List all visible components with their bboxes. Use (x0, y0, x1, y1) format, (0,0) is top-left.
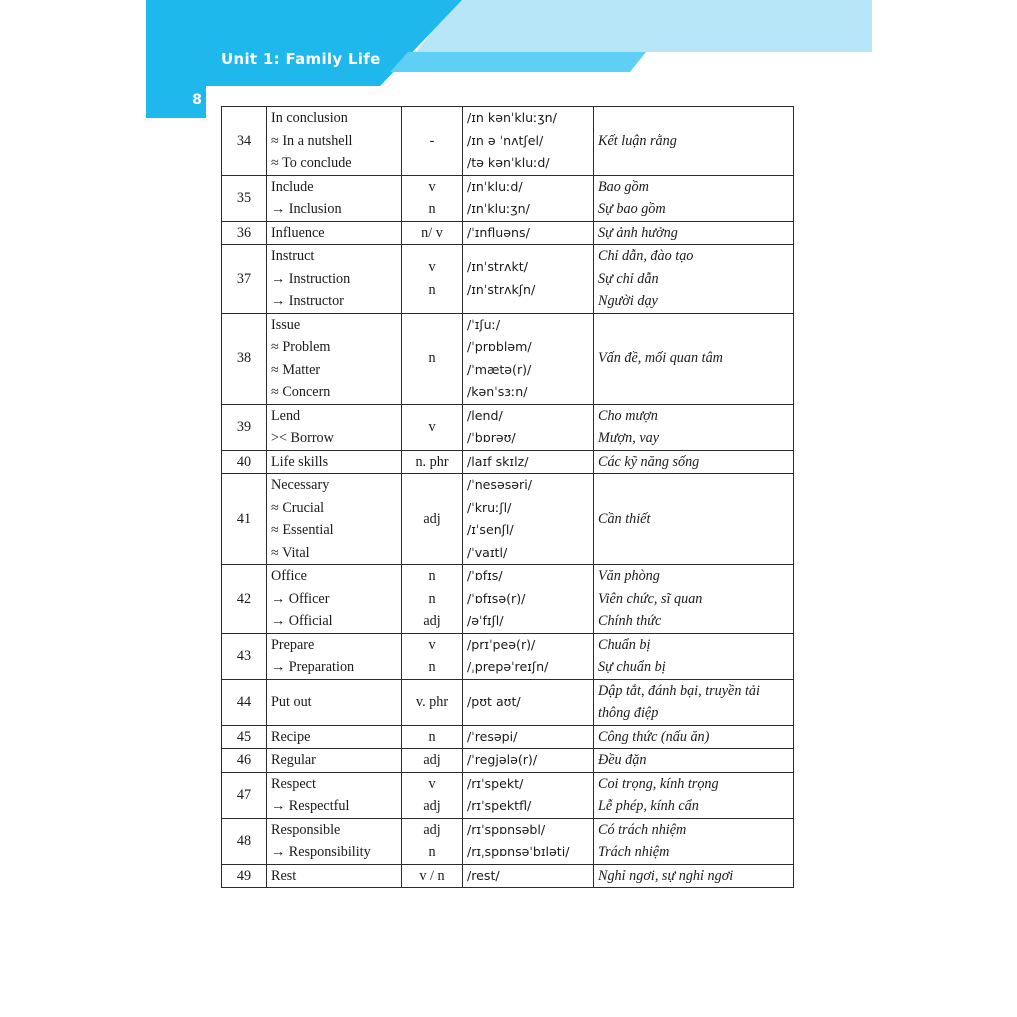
part-of-speech-cell (402, 107, 463, 176)
table-row (222, 725, 794, 749)
word-cell-line: → Official (271, 613, 333, 629)
meaning-cell-line: Có trách nhiệm (598, 821, 687, 838)
meaning-cell (594, 772, 794, 818)
meaning-cell-line: Trách nhiệm (598, 844, 670, 860)
table-row (222, 175, 794, 221)
pronunciation-cell-line: /ˈkruːʃl/ (467, 499, 512, 515)
word-cell-line: >< Borrow (271, 430, 334, 446)
row-number (222, 404, 267, 450)
part-of-speech-cell (402, 221, 463, 245)
pronunciation-cell-line: /ɪnˈkluːʒn/ (467, 201, 530, 216)
word-cell-line: In conclusion (271, 110, 348, 126)
pronunciation-cell (463, 565, 594, 634)
word-cell-line: Regular (271, 752, 316, 768)
pronunciation-cell (463, 404, 594, 450)
table-row (222, 474, 794, 565)
header-banner (146, 0, 872, 86)
pronunciation-cell-line: /ˈmætə(r)/ (467, 361, 532, 377)
word-cell (267, 107, 402, 176)
meaning-cell (594, 749, 794, 773)
row-number-line: 49 (236, 867, 252, 884)
table-row (222, 245, 794, 314)
part-of-speech-cell (402, 474, 463, 565)
word-cell (267, 221, 402, 245)
part-of-speech-cell-line: v (428, 636, 436, 653)
pronunciation-cell (463, 864, 594, 888)
word-cell-line: Office (271, 568, 307, 584)
meaning-cell-line: Sự chuẩn bị (598, 659, 666, 675)
word-cell (267, 450, 402, 474)
pronunciation-cell (463, 749, 594, 773)
pronunciation-cell-line: /ɪnˈstrʌkt/ (467, 259, 528, 275)
meaning-cell (594, 818, 794, 864)
table-row (222, 450, 794, 474)
meaning-cell-line: Dập tắt, đánh bại, truyền tải thông điệp (598, 682, 760, 721)
meaning-cell (594, 107, 794, 176)
word-cell-line: Influence (271, 224, 325, 241)
row-number-line: 34 (236, 132, 252, 149)
part-of-speech-cell-line: n (428, 844, 436, 860)
row-number-line: 48 (236, 832, 252, 849)
part-of-speech-cell (402, 565, 463, 634)
pronunciation-cell-line: /rɪˈspektfl/ (467, 798, 532, 813)
word-cell-line: → Inclusion (271, 201, 342, 217)
row-number-line: 45 (236, 728, 252, 745)
pronunciation-cell-line: /ˈbɒrəʊ/ (467, 430, 516, 445)
word-cell-line: ≈ Concern (271, 384, 331, 400)
word-cell-line: Necessary (271, 477, 330, 493)
pronunciation-cell (463, 221, 594, 245)
word-cell-line: ≈ Matter (271, 361, 321, 378)
table-row (222, 633, 794, 679)
word-cell-line: Lend (271, 407, 301, 424)
pronunciation-cell (463, 772, 594, 818)
pronunciation-cell-line: /ɪnˈstrʌkʃn/ (467, 281, 536, 297)
part-of-speech-cell (402, 749, 463, 773)
table-row (222, 749, 794, 773)
meaning-cell-line: Viên chức, sĩ quan (598, 590, 703, 607)
meaning-cell-line: Chỉ dẫn, đào tạo (598, 248, 694, 264)
word-cell-line: → Instruction (271, 270, 351, 287)
pronunciation-cell-line: /tə kənˈkluːd/ (467, 155, 550, 170)
row-number-line: 38 (236, 350, 252, 367)
meaning-cell (594, 175, 794, 221)
part-of-speech-cell-line: v. phr (415, 693, 449, 710)
word-cell (267, 633, 402, 679)
part-of-speech-cell-line: n (428, 201, 436, 217)
part-of-speech-cell (402, 245, 463, 314)
table-row (222, 679, 794, 725)
part-of-speech-cell-line: n/ v (421, 224, 443, 241)
pronunciation-cell-line: /rɪˈspekt/ (467, 775, 524, 791)
pronunciation-cell (463, 245, 594, 314)
pronunciation-cell-line: /rest/ (467, 867, 500, 883)
table-row (222, 313, 794, 404)
row-number-line: 40 (236, 453, 252, 470)
row-number (222, 725, 267, 749)
word-cell (267, 818, 402, 864)
meaning-cell-line: Cần thiết (598, 510, 651, 527)
pronunciation-cell-line: /ˈɒfɪs/ (467, 568, 503, 583)
word-cell-line: Life skills (271, 453, 329, 470)
pronunciation-cell-line: /ˈɒfɪsə(r)/ (467, 590, 526, 606)
pronunciation-cell-line: /ɪn kənˈkluːʒn/ (467, 110, 557, 125)
row-number (222, 313, 267, 404)
word-cell-line: ≈ Crucial (271, 499, 325, 516)
meaning-cell-line: Lễ phép, kính cẩn (598, 798, 699, 814)
word-cell-line: → Instructor (271, 293, 344, 309)
meaning-cell-line: Cho mượn (598, 407, 658, 424)
row-number (222, 474, 267, 565)
row-number (222, 175, 267, 221)
word-cell (267, 474, 402, 565)
table-row (222, 565, 794, 634)
pronunciation-cell-line: /laɪf skɪlz/ (467, 453, 529, 469)
meaning-cell-line: Mượn, vay (598, 430, 660, 446)
unit-title: Unit 1: Family Life (221, 50, 381, 68)
word-cell-line: → Responsibility (271, 844, 371, 860)
word-cell-line: Recipe (271, 728, 311, 745)
part-of-speech-cell-line: adj (423, 510, 441, 527)
word-cell (267, 772, 402, 818)
table-row (222, 221, 794, 245)
pronunciation-cell (463, 633, 594, 679)
table-row (222, 404, 794, 450)
pronunciation-cell (463, 107, 594, 176)
part-of-speech-cell-line: n (428, 568, 436, 584)
word-cell (267, 245, 402, 314)
pronunciation-cell-line: /ˈresəpi/ (467, 728, 518, 744)
part-of-speech-cell (402, 450, 463, 474)
word-cell-line: → Preparation (271, 659, 355, 675)
word-cell-line: Include (271, 178, 314, 195)
pronunciation-cell-line: /rɪˌspɒnsəˈbɪləti/ (467, 844, 570, 859)
word-cell (267, 864, 402, 888)
pronunciation-cell (463, 679, 594, 725)
part-of-speech-cell (402, 175, 463, 221)
word-cell-line: ≈ In a nutshell (271, 132, 353, 149)
row-number (222, 450, 267, 474)
meaning-cell-line: Sự bao gồm (598, 201, 666, 217)
word-cell-line: Put out (271, 693, 312, 710)
meaning-cell (594, 633, 794, 679)
part-of-speech-cell (402, 313, 463, 404)
row-number-line: 41 (236, 510, 252, 527)
part-of-speech-cell-line: n (428, 728, 436, 745)
part-of-speech-cell-line: v (428, 178, 436, 195)
meaning-cell-line: Vấn đề, mối quan tâm (598, 350, 723, 367)
part-of-speech-cell (402, 404, 463, 450)
row-number-line: 43 (236, 647, 252, 664)
row-number-line: 35 (236, 189, 252, 206)
word-cell (267, 749, 402, 773)
word-cell (267, 313, 402, 404)
word-cell-line: ≈ To conclude (271, 155, 352, 171)
pronunciation-cell-line: /ɪˈsenʃl/ (467, 522, 514, 537)
word-cell (267, 565, 402, 634)
meaning-cell-line: Coi trọng, kính trọng (598, 775, 719, 792)
part-of-speech-cell (402, 679, 463, 725)
row-number (222, 221, 267, 245)
word-cell-line: Issue (271, 316, 301, 333)
part-of-speech-cell-line: n (428, 281, 436, 298)
row-number-line: 37 (236, 270, 252, 287)
row-number (222, 749, 267, 773)
part-of-speech-cell-line: - (429, 132, 435, 149)
meaning-cell-line: Sự ảnh hưởng (598, 224, 678, 241)
row-number-line: 46 (236, 752, 252, 768)
row-number (222, 633, 267, 679)
meaning-cell (594, 679, 794, 725)
pronunciation-cell-line: /ˈvaɪtl/ (467, 544, 508, 560)
part-of-speech-cell-line: adj (423, 798, 441, 814)
pronunciation-cell-line: /pʊt aʊt/ (467, 693, 521, 709)
row-number (222, 679, 267, 725)
pronunciation-cell-line: /ˈnesəsəri/ (467, 477, 532, 492)
part-of-speech-cell-line: v (428, 418, 436, 435)
meaning-cell-line: Đều đặn (598, 752, 647, 768)
part-of-speech-cell (402, 772, 463, 818)
word-cell-line: ≈ Problem (271, 339, 331, 355)
word-cell-line: ≈ Vital (271, 544, 310, 561)
meaning-cell-line: Bao gồm (598, 178, 649, 195)
word-cell-line: ≈ Essential (271, 522, 334, 538)
pronunciation-cell-line: /ɪnˈkluːd/ (467, 178, 523, 194)
row-number-line: 42 (236, 590, 252, 607)
row-number-line: 47 (236, 786, 252, 803)
word-cell-line: Rest (271, 867, 297, 884)
meaning-cell-line: Sự chỉ dẫn (598, 270, 659, 287)
table-row (222, 772, 794, 818)
word-cell-line: Responsible (271, 821, 341, 838)
row-number (222, 772, 267, 818)
pronunciation-cell-line: /əˈfɪʃl/ (467, 613, 504, 628)
pronunciation-cell-line: /lend/ (467, 407, 503, 423)
pronunciation-cell-line: /rɪˈspɒnsəbl/ (467, 821, 546, 837)
page-number-tab (146, 86, 206, 118)
part-of-speech-cell (402, 633, 463, 679)
part-of-speech-cell-line: adj (423, 752, 441, 768)
pronunciation-cell (463, 313, 594, 404)
row-number (222, 818, 267, 864)
pronunciation-cell-line: /ˈɪnfluəns/ (467, 224, 530, 240)
pronunciation-cell-line: /kənˈsɜːn/ (467, 384, 528, 399)
word-cell (267, 404, 402, 450)
pronunciation-cell-line: /ˈregjələ(r)/ (467, 752, 538, 767)
pronunciation-cell-line: /ˈprɒbləm/ (467, 339, 532, 354)
word-cell-line: → Respectful (271, 798, 350, 814)
vocabulary-table-body (222, 107, 794, 888)
word-cell-line: Prepare (271, 636, 315, 653)
row-number (222, 245, 267, 314)
part-of-speech-cell-line: n. phr (415, 453, 449, 470)
meaning-cell (594, 864, 794, 888)
part-of-speech-cell (402, 864, 463, 888)
row-number (222, 864, 267, 888)
pronunciation-cell (463, 725, 594, 749)
table-row (222, 107, 794, 176)
meaning-cell (594, 474, 794, 565)
pronunciation-cell-line: /ˌprepəˈreɪʃn/ (467, 659, 549, 674)
part-of-speech-cell-line: v (428, 259, 436, 276)
meaning-cell-line: Các kỹ năng sống (598, 453, 700, 470)
part-of-speech-cell-line: n (428, 659, 436, 675)
pronunciation-cell (463, 474, 594, 565)
row-number-line: 39 (236, 418, 252, 435)
part-of-speech-cell-line: n (428, 590, 436, 607)
meaning-cell-line: Người dạy (598, 293, 658, 309)
vocabulary-table (221, 106, 794, 888)
word-cell (267, 175, 402, 221)
row-number (222, 107, 267, 176)
table-row (222, 818, 794, 864)
row-number-line: 36 (236, 224, 252, 241)
meaning-cell (594, 245, 794, 314)
meaning-cell (594, 221, 794, 245)
word-cell (267, 679, 402, 725)
part-of-speech-cell (402, 818, 463, 864)
part-of-speech-cell-line: n (428, 350, 436, 367)
part-of-speech-cell (402, 725, 463, 749)
pronunciation-cell (463, 175, 594, 221)
pronunciation-cell (463, 450, 594, 474)
row-number (222, 565, 267, 634)
meaning-cell (594, 404, 794, 450)
part-of-speech-cell-line: v / n (419, 867, 445, 884)
meaning-cell-line: Nghỉ ngơi, sự nghỉ ngơi (598, 867, 734, 884)
word-cell-line: Respect (271, 775, 316, 792)
header-banner-shapes (146, 0, 872, 86)
pronunciation-cell-line: /ˈɪʃuː/ (467, 316, 501, 332)
pronunciation-cell-line: /ɪn ə ˈnʌtʃel/ (467, 132, 544, 148)
meaning-cell (594, 313, 794, 404)
word-cell-line: → Officer (271, 590, 330, 607)
meaning-cell-line: Công thức (nấu ăn) (598, 728, 710, 745)
pronunciation-cell-line: /prɪˈpeə(r)/ (467, 636, 536, 652)
meaning-cell (594, 450, 794, 474)
word-cell-line: Instruct (271, 248, 315, 264)
part-of-speech-cell-line: adj (423, 613, 441, 629)
word-cell (267, 725, 402, 749)
table-row (222, 864, 794, 888)
meaning-cell-line: Chuẩn bị (598, 636, 651, 653)
row-number-line: 44 (236, 693, 252, 710)
page-number: 8 (192, 92, 202, 108)
pronunciation-cell (463, 818, 594, 864)
meaning-cell (594, 565, 794, 634)
meaning-cell-line: Văn phòng (598, 568, 660, 584)
meaning-cell (594, 725, 794, 749)
part-of-speech-cell-line: adj (423, 821, 441, 838)
meaning-cell-line: Kết luận rằng (598, 132, 677, 149)
meaning-cell-line: Chính thức (598, 613, 662, 629)
part-of-speech-cell-line: v (428, 775, 436, 792)
